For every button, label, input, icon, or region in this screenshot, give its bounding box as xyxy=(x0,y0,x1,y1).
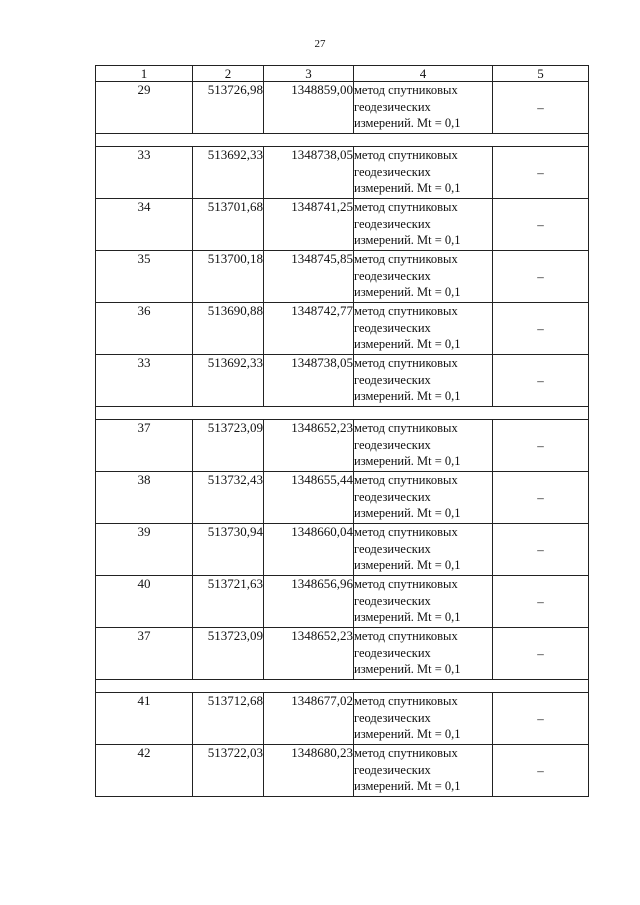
y-coordinate-cell: 1348656,96 xyxy=(264,576,354,628)
point-number-cell: 39 xyxy=(96,524,193,576)
x-coordinate-cell: 513723,09 xyxy=(193,420,264,472)
table-row xyxy=(96,472,589,524)
note-cell: – xyxy=(493,420,589,472)
table-row xyxy=(96,576,589,628)
note-cell: – xyxy=(493,147,589,199)
note-cell: – xyxy=(493,82,589,134)
method-cell: метод спутниковых геодезических измерений. Mt = 0,1 xyxy=(354,472,493,524)
point-number-cell: 33 xyxy=(96,147,193,199)
note-cell: – xyxy=(493,303,589,355)
table-row xyxy=(96,693,589,745)
point-number-cell: 33 xyxy=(96,355,193,407)
table-row xyxy=(96,147,589,199)
x-coordinate-cell: 513726,98 xyxy=(193,82,264,134)
x-coordinate-cell: 513692,33 xyxy=(193,355,264,407)
point-number-cell: 36 xyxy=(96,303,193,355)
separator-cell xyxy=(96,407,589,420)
note-cell: – xyxy=(493,355,589,407)
point-number-cell: 35 xyxy=(96,251,193,303)
method-cell: метод спутниковых геодезических измерений. Mt = 0,1 xyxy=(354,576,493,628)
note-cell: – xyxy=(493,693,589,745)
method-cell: метод спутниковых геодезических измерений. Mt = 0,1 xyxy=(354,199,493,251)
coordinates-table xyxy=(95,65,589,797)
y-coordinate-cell: 1348859,00 xyxy=(264,82,354,134)
note-cell: – xyxy=(493,251,589,303)
point-number-cell: 34 xyxy=(96,199,193,251)
column-header-5: 5 xyxy=(493,66,589,82)
point-number-cell: 37 xyxy=(96,420,193,472)
note-cell: – xyxy=(493,472,589,524)
table-row xyxy=(96,628,589,680)
point-number-cell: 29 xyxy=(96,82,193,134)
x-coordinate-cell: 513730,94 xyxy=(193,524,264,576)
table-header-row xyxy=(96,66,589,82)
x-coordinate-cell: 513700,18 xyxy=(193,251,264,303)
column-header-1: 1 xyxy=(96,66,193,82)
page-number: 27 xyxy=(314,38,326,50)
separator-cell xyxy=(96,134,589,147)
x-coordinate-cell: 513690,88 xyxy=(193,303,264,355)
note-cell: – xyxy=(493,745,589,797)
table-body xyxy=(96,82,589,797)
table-row xyxy=(96,524,589,576)
separator-row xyxy=(96,134,589,147)
column-header-4: 4 xyxy=(354,66,493,82)
method-cell: метод спутниковых геодезических измерений. Mt = 0,1 xyxy=(354,745,493,797)
table-row xyxy=(96,251,589,303)
table-row xyxy=(96,745,589,797)
point-number-cell: 40 xyxy=(96,576,193,628)
column-header-2: 2 xyxy=(193,66,264,82)
y-coordinate-cell: 1348742,77 xyxy=(264,303,354,355)
method-cell: метод спутниковых геодезических измерений. Mt = 0,1 xyxy=(354,524,493,576)
table-row xyxy=(96,303,589,355)
method-cell: метод спутниковых геодезических измерений. Mt = 0,1 xyxy=(354,628,493,680)
method-cell: метод спутниковых геодезических измерений. Mt = 0,1 xyxy=(354,693,493,745)
table-row xyxy=(96,355,589,407)
separator-row xyxy=(96,407,589,420)
table-row xyxy=(96,420,589,472)
x-coordinate-cell: 513721,63 xyxy=(193,576,264,628)
y-coordinate-cell: 1348745,85 xyxy=(264,251,354,303)
method-cell: метод спутниковых геодезических измерений. Mt = 0,1 xyxy=(354,303,493,355)
note-cell: – xyxy=(493,576,589,628)
table-row xyxy=(96,82,589,134)
note-cell: – xyxy=(493,199,589,251)
y-coordinate-cell: 1348738,05 xyxy=(264,355,354,407)
method-cell: метод спутниковых геодезических измерений. Mt = 0,1 xyxy=(354,355,493,407)
y-coordinate-cell: 1348652,23 xyxy=(264,420,354,472)
y-coordinate-cell: 1348652,23 xyxy=(264,628,354,680)
method-cell: метод спутниковых геодезических измерений. Mt = 0,1 xyxy=(354,147,493,199)
y-coordinate-cell: 1348660,04 xyxy=(264,524,354,576)
y-coordinate-cell: 1348677,02 xyxy=(264,693,354,745)
point-number-cell: 37 xyxy=(96,628,193,680)
note-cell: – xyxy=(493,628,589,680)
x-coordinate-cell: 513723,09 xyxy=(193,628,264,680)
point-number-cell: 42 xyxy=(96,745,193,797)
point-number-cell: 38 xyxy=(96,472,193,524)
method-cell: метод спутниковых геодезических измерений. Mt = 0,1 xyxy=(354,82,493,134)
x-coordinate-cell: 513692,33 xyxy=(193,147,264,199)
x-coordinate-cell: 513722,03 xyxy=(193,745,264,797)
separator-row xyxy=(96,680,589,693)
point-number-cell: 41 xyxy=(96,693,193,745)
y-coordinate-cell: 1348741,25 xyxy=(264,199,354,251)
column-header-3: 3 xyxy=(264,66,354,82)
note-cell: – xyxy=(493,524,589,576)
x-coordinate-cell: 513732,43 xyxy=(193,472,264,524)
y-coordinate-cell: 1348738,05 xyxy=(264,147,354,199)
y-coordinate-cell: 1348655,44 xyxy=(264,472,354,524)
x-coordinate-cell: 513701,68 xyxy=(193,199,264,251)
method-cell: метод спутниковых геодезических измерений. Mt = 0,1 xyxy=(354,251,493,303)
x-coordinate-cell: 513712,68 xyxy=(193,693,264,745)
method-cell: метод спутниковых геодезических измерений. Mt = 0,1 xyxy=(354,420,493,472)
y-coordinate-cell: 1348680,23 xyxy=(264,745,354,797)
table-row xyxy=(96,199,589,251)
separator-cell xyxy=(96,680,589,693)
